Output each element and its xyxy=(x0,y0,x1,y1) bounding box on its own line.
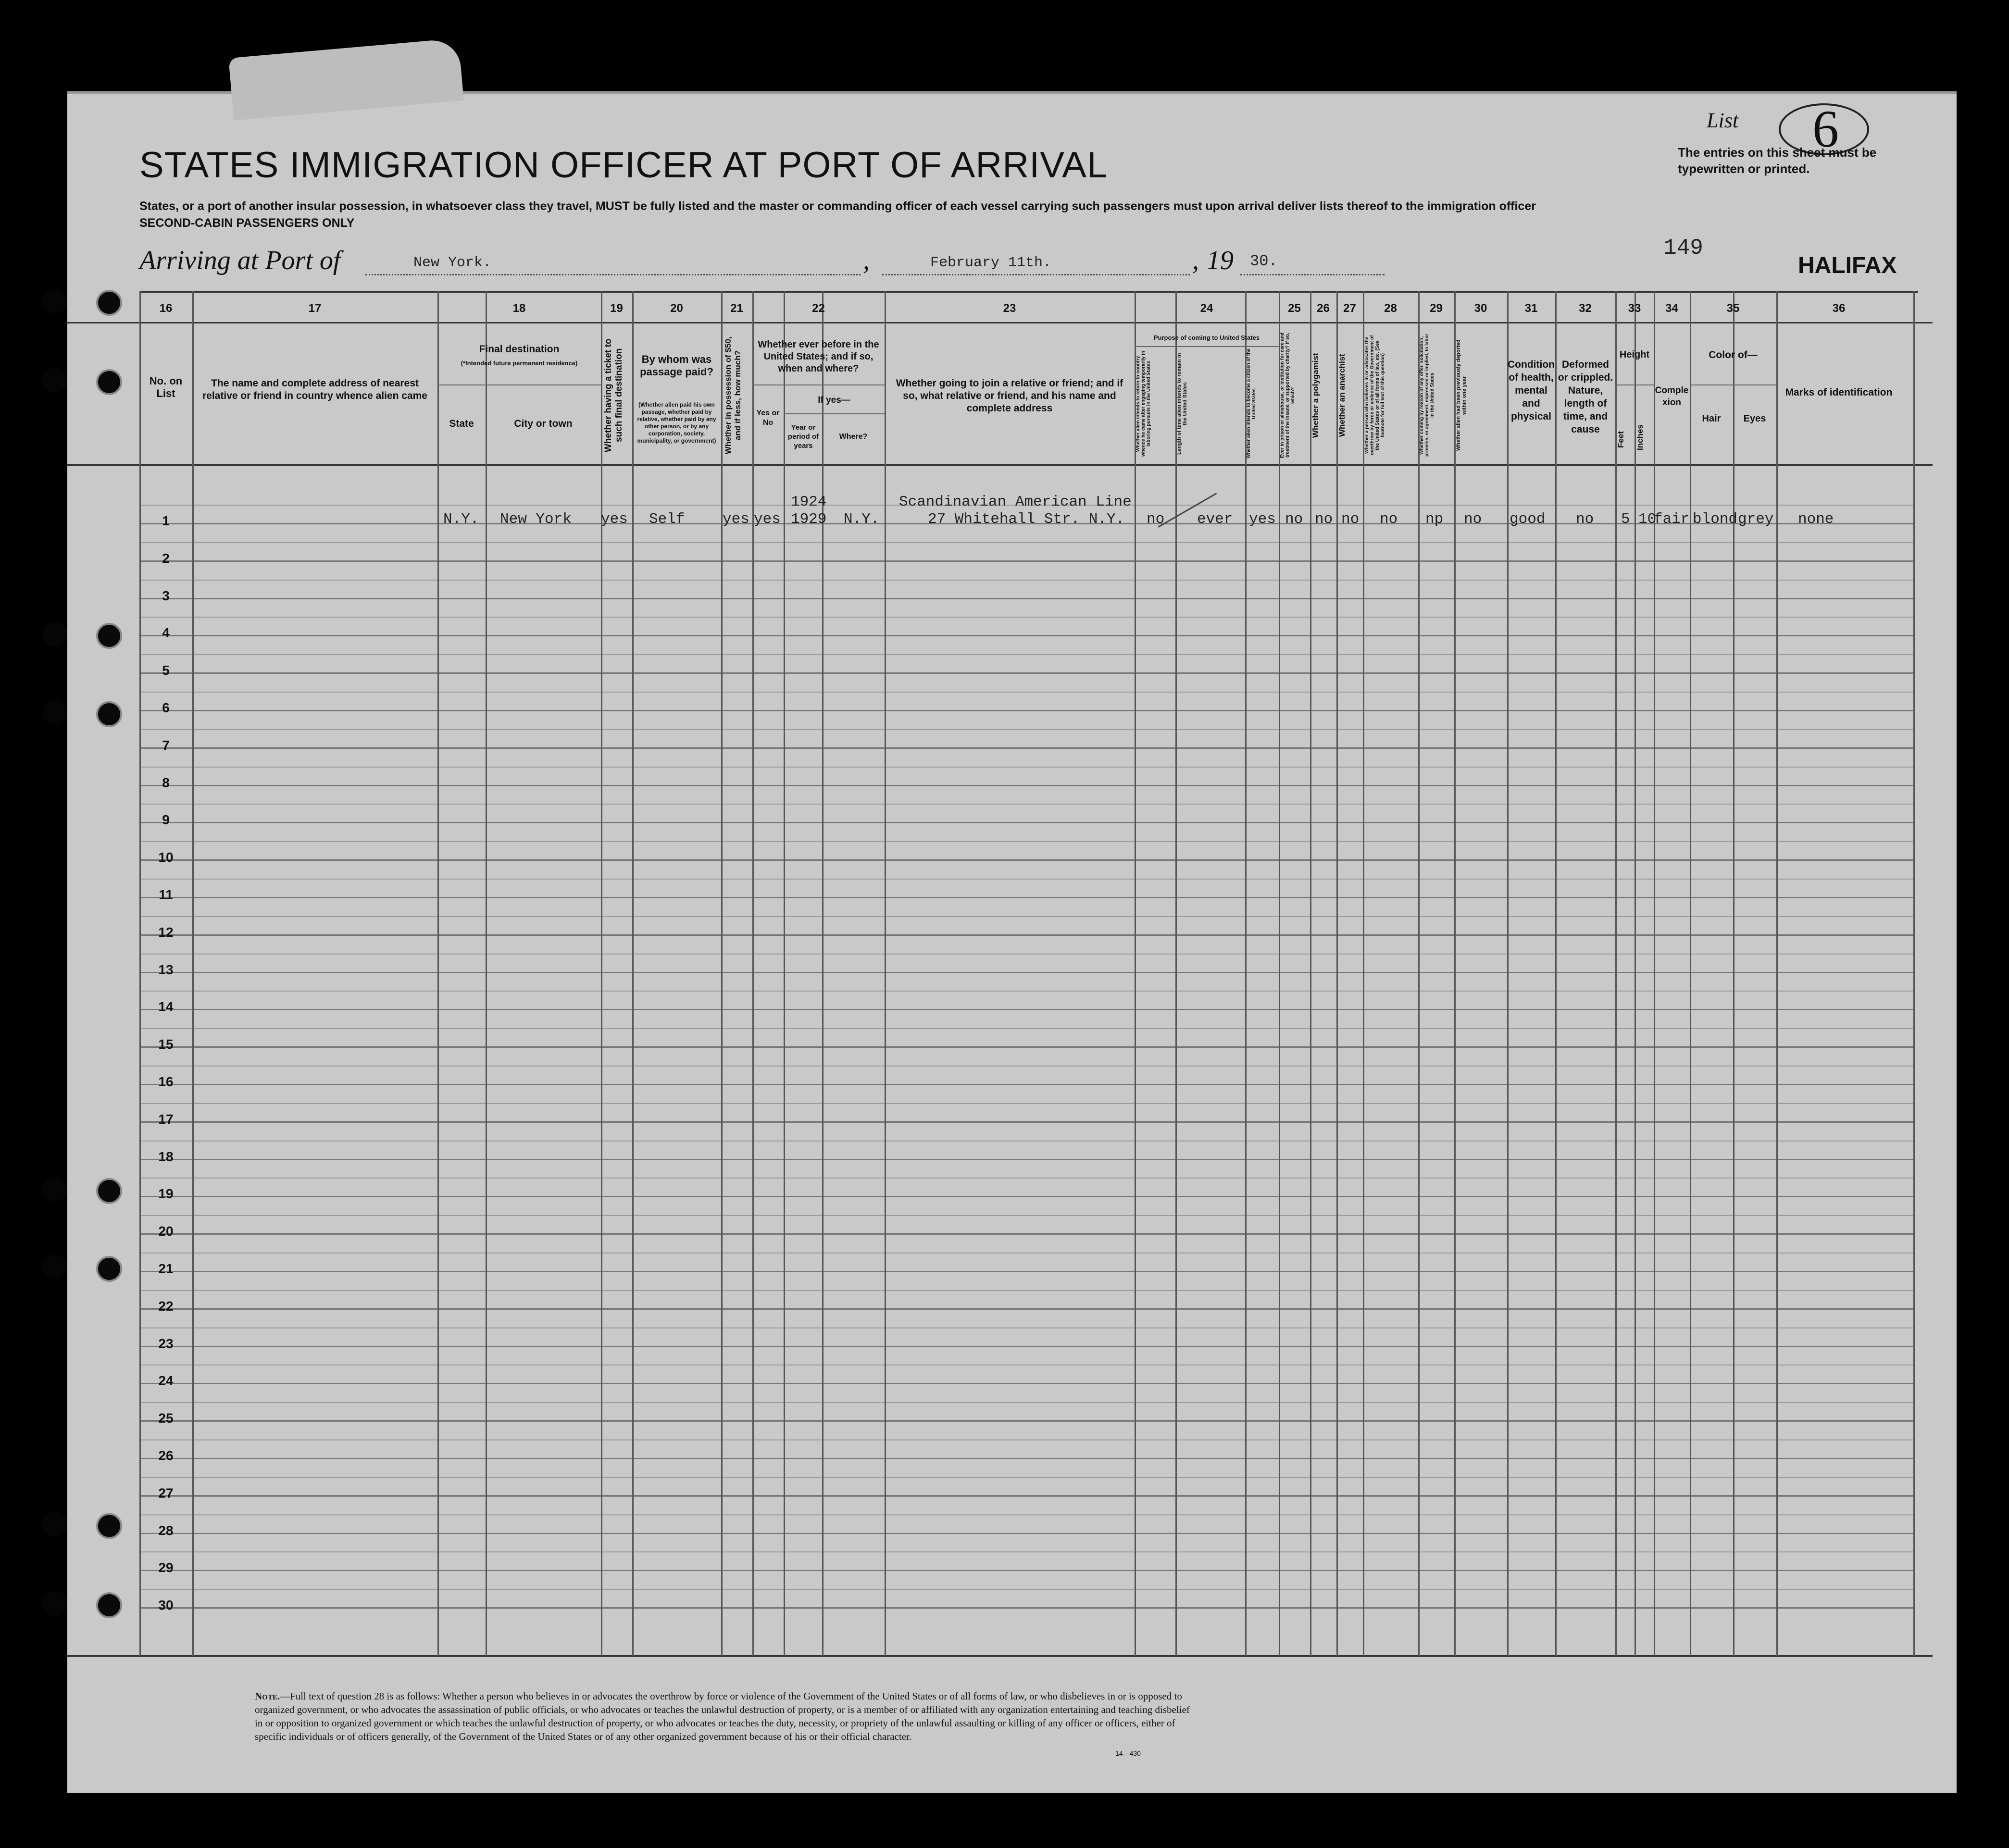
column-line xyxy=(1776,291,1778,1656)
column-line xyxy=(1733,291,1734,1656)
column-line xyxy=(784,291,785,1656)
colnum-24: 24 xyxy=(1200,302,1213,315)
header-inches: Inches xyxy=(1635,424,1645,450)
port-value: New York. xyxy=(413,255,492,271)
header-length-stay: Length of time alien intends to remain in the United States xyxy=(1176,353,1188,455)
column-line xyxy=(721,291,723,1656)
column-line xyxy=(1245,291,1247,1656)
row-line xyxy=(139,1458,1913,1459)
entries-note: The entries on this sheet must be typewritten or printed. xyxy=(1678,145,1877,176)
row-guide xyxy=(139,1215,1913,1216)
column-line xyxy=(601,291,602,1656)
row-number: 5 xyxy=(162,663,170,678)
cell-deformed: no xyxy=(1576,511,1594,528)
punch-hole xyxy=(96,701,122,727)
row-line xyxy=(139,822,1913,823)
header-overthrow: Whether a person who believes in or advocates the overthrow by force or violence of the Government of the United States or of all forms of law, etc. (See footnote for full text of this question) xyxy=(1364,335,1385,456)
header-bottom-border xyxy=(67,464,1933,466)
header-eyes: Eyes xyxy=(1743,413,1766,424)
header-citizen-intent: Whether alien intends to become a citizen of the United States xyxy=(1246,348,1257,459)
column-line xyxy=(192,291,194,1656)
header-subdivider xyxy=(784,413,885,414)
row-line xyxy=(139,598,1913,599)
row-number: 19 xyxy=(158,1186,174,1201)
colnum-23: 23 xyxy=(1003,302,1016,315)
page-number: 149 xyxy=(1663,236,1703,260)
header-subdivider xyxy=(1615,384,1654,385)
colnum-21: 21 xyxy=(730,302,743,315)
colnum-28: 28 xyxy=(1384,302,1397,315)
column-line xyxy=(1615,291,1617,1656)
header-where: Where? xyxy=(839,433,868,441)
punch-hole xyxy=(42,1254,67,1279)
header-subdivider xyxy=(1690,384,1776,385)
colnum-18: 18 xyxy=(512,302,526,315)
column-line xyxy=(437,291,439,1656)
punch-hole xyxy=(42,700,67,725)
colnum-27: 27 xyxy=(1343,302,1356,315)
footnote-text: —Full text of question 28 is as follows: Whether a person who believes in or advocates the overthrow by force or violence of the Government of the United States or of all forms of law, or who disbelieves in or is opposed to organized government, or who advocates the assassination of public officials, or who advocates or teaches the unlawful destruction of property, or is a member of or affiliated with any organization entertaining and teaching disbelief in or opposition to organized government or which teaches the unlawful destruction of property, or who advocates or teaches the duty, necessity, or propriety of the unlawful assaulting or killing of any officer or officers, either of specific individuals or of officers generally, of the Government of the United States or of any other organized government because of his or their official character. xyxy=(255,1690,1190,1742)
row-line xyxy=(139,1159,1913,1160)
colnum-33: 33 xyxy=(1628,302,1641,315)
row-guide xyxy=(139,617,1913,618)
row-line xyxy=(139,710,1913,711)
row-number: 3 xyxy=(162,588,170,603)
header-no-on-list: No. on List xyxy=(149,375,183,399)
cell-city: New York xyxy=(500,511,572,528)
column-line xyxy=(1913,291,1915,1656)
header-subdivider xyxy=(1135,346,1279,347)
row-line xyxy=(139,859,1913,861)
row-number: 9 xyxy=(162,812,170,827)
column-line xyxy=(885,291,886,1656)
row-number: 20 xyxy=(158,1224,174,1239)
row-line xyxy=(139,1233,1913,1235)
class-line: SECOND-CABIN PASSENGERS ONLY xyxy=(139,216,355,230)
row-number: 17 xyxy=(158,1112,174,1127)
column-line xyxy=(1310,291,1311,1656)
row-number: 15 xyxy=(158,1037,174,1052)
grid-top-border xyxy=(139,291,1918,293)
header-join-relative: Whether going to join a relative or friend; and if so, what relative or friend, and his name and complete address xyxy=(896,378,1123,414)
header-subdivider xyxy=(752,384,885,385)
cell-years-2: 1929 xyxy=(791,511,827,528)
header-height: Height xyxy=(1619,349,1650,360)
header-purpose: Purpose of coming to United States xyxy=(1153,334,1260,341)
row-line xyxy=(139,1009,1913,1010)
header-return-intent: Whether alien intends to return to country whence he came after engaging temporarily in laboring pursuits in the United States xyxy=(1136,350,1151,457)
row-guide xyxy=(139,1290,1913,1291)
header-passage-paid: By whom was passage paid? xyxy=(640,353,713,378)
cell-offer: np xyxy=(1425,511,1444,528)
row-number: 7 xyxy=(162,738,170,753)
colnum-22: 22 xyxy=(812,302,825,315)
punch-hole xyxy=(96,369,122,395)
colnum-20: 20 xyxy=(670,302,683,315)
row-guide xyxy=(139,542,1913,543)
row-number: 26 xyxy=(158,1448,174,1463)
row-line xyxy=(139,1271,1913,1272)
header-anarchist: Whether an anarchist xyxy=(1337,354,1347,437)
row-guide xyxy=(139,1364,1913,1365)
punch-hole xyxy=(42,1177,67,1202)
row-guide xyxy=(139,879,1913,880)
row-guide xyxy=(139,767,1913,768)
column-line xyxy=(752,291,754,1656)
punch-hole xyxy=(42,1512,67,1537)
row-guide xyxy=(139,1327,1913,1328)
row-guide xyxy=(139,654,1913,655)
cell-overthrow: no xyxy=(1380,511,1398,528)
cell-prison: no xyxy=(1285,511,1303,528)
header-complexion: Complexion xyxy=(1655,385,1689,408)
row-guide xyxy=(139,1402,1913,1403)
footnote xyxy=(255,1689,1192,1743)
header-prison: Ever in prison or almshouse, or institution for care and treatment of the insane, or supported by charity? If so, which? xyxy=(1280,332,1296,459)
cell-anarchist: no xyxy=(1341,511,1360,528)
row-line xyxy=(139,1196,1913,1197)
row-guide xyxy=(139,1439,1913,1440)
list-label: List xyxy=(1707,109,1739,132)
row-line xyxy=(139,747,1913,749)
colnum-34: 34 xyxy=(1665,302,1678,315)
punch-hole xyxy=(96,1513,122,1539)
arriving-label: Arriving at Port of xyxy=(139,246,341,275)
colnum-36: 36 xyxy=(1832,302,1846,315)
punch-hole xyxy=(42,1591,67,1616)
row-number: 23 xyxy=(158,1336,174,1351)
row-line xyxy=(139,1420,1913,1422)
header-health: Condition of health, mental and physical xyxy=(1508,359,1555,422)
row-line xyxy=(139,934,1913,936)
row-number: 4 xyxy=(162,625,170,640)
cell-marks: none xyxy=(1798,511,1834,528)
colnum-32: 32 xyxy=(1579,302,1592,315)
column-line xyxy=(1654,291,1655,1656)
column-line xyxy=(1454,291,1456,1656)
column-line xyxy=(1336,291,1338,1656)
punch-hole xyxy=(96,623,122,649)
header-marks: Marks of identification xyxy=(1785,387,1893,398)
row-guide xyxy=(139,1103,1913,1104)
row-number: 2 xyxy=(162,551,170,566)
punch-hole xyxy=(42,368,67,393)
column-line xyxy=(486,291,487,1656)
column-line xyxy=(1418,291,1420,1656)
column-line xyxy=(1363,291,1364,1656)
row-line xyxy=(139,897,1913,898)
header-color-of: Color of— xyxy=(1709,349,1758,360)
row-number: 6 xyxy=(162,700,170,715)
header-if-yes: If yes— xyxy=(818,395,850,405)
punch-hole xyxy=(42,288,67,313)
row-line xyxy=(139,1346,1913,1347)
column-line xyxy=(1690,291,1691,1656)
colnum-17: 17 xyxy=(308,302,322,315)
row-guide xyxy=(139,1514,1913,1515)
row-line xyxy=(139,1495,1913,1497)
header-subdivider xyxy=(437,384,601,385)
row-guide xyxy=(139,1551,1913,1552)
row-guide xyxy=(139,580,1913,581)
ship-name: HALIFAX xyxy=(1798,253,1897,278)
row-number: 8 xyxy=(162,775,170,790)
cell-state: N.Y. xyxy=(443,511,479,528)
row-guide xyxy=(139,692,1913,693)
cell-before: yes xyxy=(754,511,781,528)
row-number: 18 xyxy=(158,1149,174,1164)
cell-fifty: yes xyxy=(723,511,749,528)
date-comma: , xyxy=(863,246,870,275)
row-guide xyxy=(139,916,1913,917)
cell-join-2: 27 Whitehall Str. N.Y. xyxy=(928,511,1125,528)
year-prefix: 19 xyxy=(1207,246,1234,275)
header-passage-paid-note: (Whether alien paid his own passage, whether paid by relative, whether paid by any other person, or by any corporation, society, municipality, or government) xyxy=(637,401,716,444)
row-number: 13 xyxy=(158,962,174,977)
punch-hole xyxy=(96,290,122,316)
header-yes-no: Yes or No xyxy=(756,409,780,427)
row-line xyxy=(139,972,1913,973)
column-line xyxy=(632,291,634,1656)
row-number: 22 xyxy=(158,1299,174,1314)
colnum-16: 16 xyxy=(159,302,173,315)
row-number: 25 xyxy=(158,1411,174,1426)
row-number: 21 xyxy=(158,1261,174,1276)
row-number: 1 xyxy=(162,513,170,528)
row-line xyxy=(139,1570,1913,1571)
header-hair: Hair xyxy=(1702,413,1721,424)
grid-bottom-border xyxy=(67,1655,1933,1657)
column-line xyxy=(1135,291,1136,1656)
row-guide xyxy=(139,954,1913,955)
date-comma-2: , xyxy=(1192,246,1199,275)
column-line xyxy=(1507,291,1509,1656)
header-deported: Whether alien had been previously deported within one year xyxy=(1456,339,1467,451)
row-line xyxy=(139,785,1913,786)
row-line xyxy=(139,1121,1913,1123)
row-number: 16 xyxy=(158,1074,174,1089)
header-fifty-dollars: Whether in possession of $50, and if less, how much? xyxy=(724,336,742,454)
colnum-divider xyxy=(67,322,1933,323)
row-guide xyxy=(139,729,1913,730)
punch-hole xyxy=(96,1256,122,1282)
header-ticket: Whether having a ticket to such final destination xyxy=(603,338,624,452)
cell-inches: 10 xyxy=(1638,511,1657,528)
column-line xyxy=(1555,291,1557,1656)
row-number: 27 xyxy=(158,1486,174,1501)
header-state: State xyxy=(449,418,474,429)
cell-paid-by: Self xyxy=(649,511,685,528)
cell-polygamist: no xyxy=(1315,511,1333,528)
cell-where: N.Y. xyxy=(844,511,880,528)
row-number: 28 xyxy=(158,1523,174,1538)
punch-hole xyxy=(96,1178,122,1204)
cell-hair: blond xyxy=(1693,511,1738,528)
row-guide xyxy=(139,1589,1913,1590)
header-ever-before: Whether ever before in the United States; and if so, when and where? xyxy=(758,339,879,374)
row-guide xyxy=(139,1066,1913,1067)
punch-hole xyxy=(42,621,67,646)
colnum-31: 31 xyxy=(1524,302,1538,315)
cell-length: ever xyxy=(1197,511,1233,528)
cell-citizen: yes xyxy=(1249,511,1276,528)
row-line xyxy=(139,1383,1913,1384)
column-line xyxy=(1175,291,1177,1656)
manifest-sheet xyxy=(67,91,1957,1793)
header-year-period: Year or period of years xyxy=(787,423,819,450)
header-labor-offer: Whether coming by reason of any offer, solicitation, promise, or agreement, expressed or implied, to labor in the United States xyxy=(1419,334,1435,457)
header-deformed: Deformed or crippled. Nature, length of time, and cause xyxy=(1558,359,1613,435)
cell-return: no xyxy=(1147,511,1165,528)
cell-deported: no xyxy=(1464,511,1482,528)
row-line xyxy=(139,635,1913,636)
row-number: 14 xyxy=(158,999,174,1014)
row-number: 24 xyxy=(158,1373,174,1388)
date-value: February 11th. xyxy=(930,255,1052,271)
page-title: STATES IMMIGRATION OFFICER AT PORT OF ARRIVAL xyxy=(139,145,1108,186)
date-dotted-line xyxy=(882,274,1190,275)
row-line xyxy=(139,672,1913,674)
header-final-destination: Final destination xyxy=(479,344,560,355)
row-guide xyxy=(139,1028,1913,1029)
header-polygamist: Whether a polygamist xyxy=(1311,353,1320,438)
row-guide xyxy=(139,804,1913,805)
header-nearest-relative: The name and complete address of nearest relative or friend in country whence alien came xyxy=(202,378,427,401)
header-feet: Feet xyxy=(1616,431,1625,448)
cell-feet: 5 xyxy=(1621,511,1630,528)
cell-join-1: Scandinavian American Line xyxy=(899,494,1132,510)
colnum-26: 26 xyxy=(1317,302,1330,315)
row-line xyxy=(139,1308,1913,1310)
row-number: 30 xyxy=(158,1598,174,1612)
form-number: 14—430 xyxy=(1115,1749,1141,1757)
header-final-destination-note: (*Intended future permanent residence) xyxy=(461,360,578,367)
year-dotted-line xyxy=(1240,274,1385,275)
cell-complexion: fair xyxy=(1654,511,1690,528)
colnum-19: 19 xyxy=(610,302,623,315)
row-line xyxy=(139,1607,1913,1609)
header-city: City or town xyxy=(514,418,573,429)
row-line xyxy=(139,1084,1913,1085)
row-guide xyxy=(139,991,1913,992)
footnote-label: Note. xyxy=(255,1690,280,1702)
row-number: 29 xyxy=(158,1560,174,1575)
row-number: 12 xyxy=(158,925,174,940)
cell-eyes: grey xyxy=(1738,511,1774,528)
colnum-29: 29 xyxy=(1430,302,1443,315)
colnum-30: 30 xyxy=(1474,302,1487,315)
year-suffix: 30. xyxy=(1250,252,1278,270)
instructions-line: States, or a port of another insular possession, in whatsoever class they travel, MUST be fully listed and the master or commanding officer of each vessel carrying such passengers must upon arrival deliver lists thereof to the immigration officer xyxy=(139,199,1536,213)
column-line xyxy=(1279,291,1280,1656)
colnum-25: 25 xyxy=(1288,302,1301,315)
port-dotted-line xyxy=(365,274,861,275)
row-line xyxy=(139,1046,1913,1048)
column-line xyxy=(1635,291,1636,1656)
row-line xyxy=(139,1533,1913,1534)
row-guide xyxy=(139,1477,1913,1478)
row-guide xyxy=(139,841,1913,842)
list-number: 6 xyxy=(1812,99,1839,158)
row-line xyxy=(139,560,1913,562)
punch-hole xyxy=(96,1592,122,1618)
colnum-35: 35 xyxy=(1726,302,1740,315)
cell-years-1: 1924 xyxy=(791,494,827,510)
row-number: 10 xyxy=(158,850,174,865)
cell-health: good xyxy=(1510,511,1546,528)
row-number: 11 xyxy=(159,887,173,902)
cell-ticket: yes xyxy=(601,511,628,528)
